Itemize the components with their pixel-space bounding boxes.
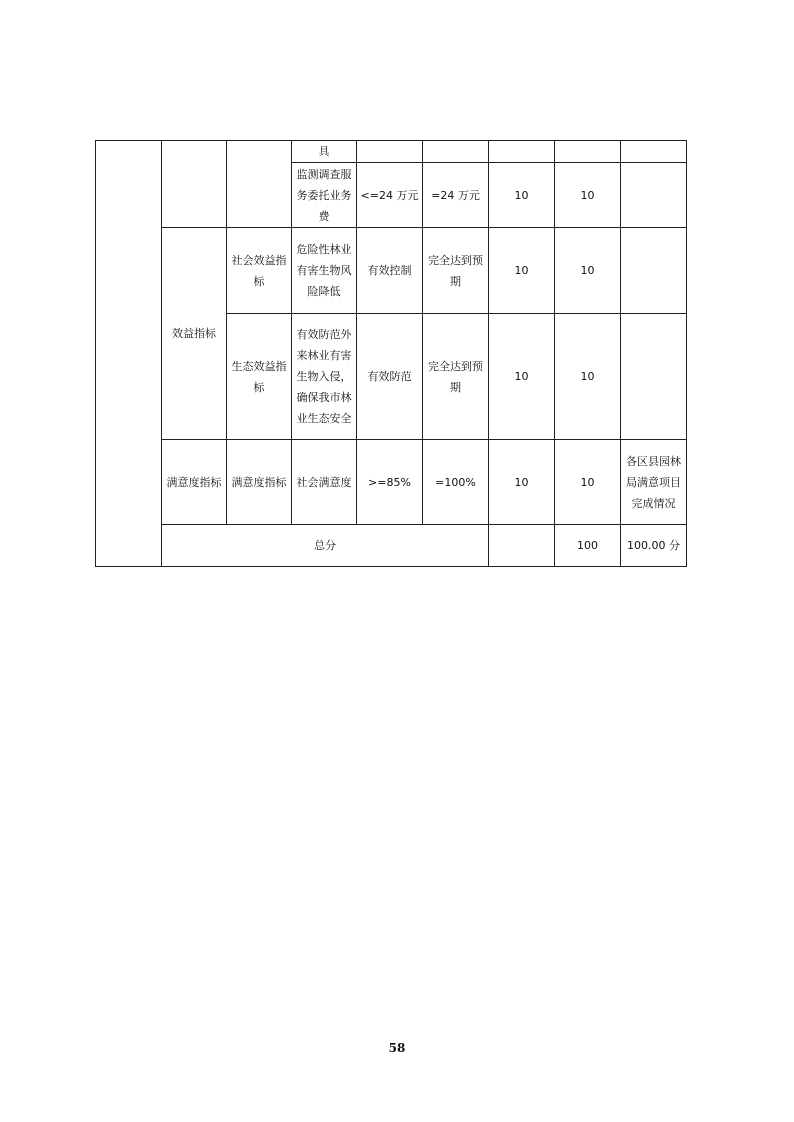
- target-cell: <=24 万元: [357, 163, 423, 228]
- level3-cell: 生态效益指标: [227, 314, 292, 440]
- score-cell: [555, 141, 621, 163]
- weight-cell: 10: [489, 314, 555, 440]
- note-cell: [621, 163, 687, 228]
- target-cell: >=85%: [357, 440, 423, 525]
- weight-cell: 10: [489, 228, 555, 314]
- total-score: 100.00 分: [621, 525, 687, 567]
- score-cell: 10: [555, 314, 621, 440]
- score-cell: 10: [555, 440, 621, 525]
- note-cell: 各区县园林局满意项目完成情况: [621, 440, 687, 525]
- note-cell: [621, 314, 687, 440]
- actual-cell: =100%: [423, 440, 489, 525]
- level1-cell: [96, 141, 162, 567]
- level2-cell: 满意度指标: [162, 440, 227, 525]
- total-label: 总分: [162, 525, 489, 567]
- actual-cell: [423, 141, 489, 163]
- table-row: [96, 440, 687, 525]
- table-row: [96, 228, 687, 314]
- page-number: 58: [388, 1041, 406, 1055]
- note-cell: [621, 141, 687, 163]
- total-actual: [489, 525, 555, 567]
- target-cell: 有效控制: [357, 228, 423, 314]
- table-row: [96, 141, 687, 163]
- actual-cell: 完全达到预期: [423, 228, 489, 314]
- weight-cell: [489, 141, 555, 163]
- indicator-cell: 有效防范外来林业有害生物入侵，确保我市林业生态安全: [292, 314, 357, 440]
- weight-cell: 10: [489, 440, 555, 525]
- score-cell: 10: [555, 163, 621, 228]
- total-row: [96, 525, 687, 567]
- target-cell: [357, 141, 423, 163]
- indicator-cell: 社会满意度: [292, 440, 357, 525]
- actual-cell: 完全达到预期: [423, 314, 489, 440]
- level3-cell: [227, 141, 292, 228]
- weight-cell: 10: [489, 163, 555, 228]
- level2-cell: [162, 141, 227, 228]
- indicator-cell: 具: [292, 141, 357, 163]
- indicator-cell: 监测调查服务委托业务费: [292, 163, 357, 228]
- target-cell: 有效防范: [357, 314, 423, 440]
- level2-cell: 效益指标: [162, 228, 227, 440]
- level3-cell: 满意度指标: [227, 440, 292, 525]
- level3-cell: 社会效益指标: [227, 228, 292, 314]
- score-cell: 10: [555, 228, 621, 314]
- performance-table: [95, 140, 687, 567]
- indicator-cell: 危险性林业有害生物风险降低: [292, 228, 357, 314]
- actual-cell: =24 万元: [423, 163, 489, 228]
- note-cell: [621, 228, 687, 314]
- total-weight: 100: [555, 525, 621, 567]
